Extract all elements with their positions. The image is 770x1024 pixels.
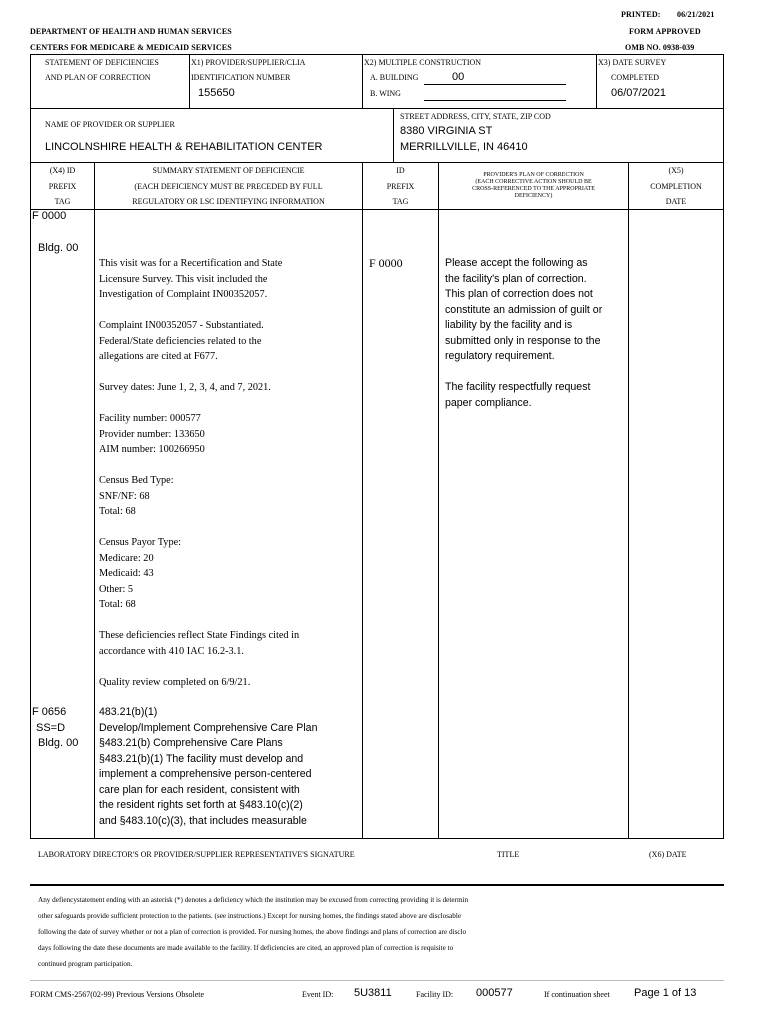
summary2-line: care plan for each resident, consistent with: [99, 783, 300, 796]
summary-blank: [99, 303, 299, 319]
frame-right: [723, 54, 724, 838]
summary-line: Other: 5: [99, 583, 134, 595]
tag-f0656-bldg: Bldg. 00: [38, 737, 79, 749]
summary2-line: the resident rights set forth at §483.10(c)(2): [99, 799, 303, 811]
tag-bldg: Bldg. 00: [38, 242, 79, 254]
summary-line: Federal/State deficiencies related to the: [99, 335, 262, 347]
building-underline: [424, 84, 566, 85]
summary-blank: [99, 365, 299, 381]
disclaimer-line: continued program participation.: [38, 960, 133, 968]
divider-x3: [596, 54, 597, 108]
printed-label: PRINTED:: [621, 10, 661, 19]
printed-date: 06/21/2021: [677, 10, 715, 19]
summary-line: Complaint IN00352057 - Substantiated.: [99, 320, 264, 331]
address-line-1: 8380 VIRGINIA ST: [400, 125, 493, 137]
plan-line: constitute an admission of guilt or: [445, 303, 603, 316]
provider-id-number: 155650: [198, 87, 235, 99]
x2-label: X2) MULTIPLE CONSTRUCTION: [364, 58, 482, 67]
rule-after-provider: [30, 162, 724, 163]
divider-address: [393, 108, 394, 162]
summary-line: Medicaid: 43: [99, 568, 154, 579]
title-label: TITLE: [497, 850, 520, 859]
summary-blank: [99, 458, 299, 474]
wing-label: B. WING: [370, 89, 401, 98]
tag-f0000: F 0000: [32, 210, 67, 222]
disclaimer-line: Any defiencystatement ending with an asterisk (*) denotes a deficiency which the institution may be excused from correcting providing it is determin: [38, 896, 469, 904]
disclaimer-line: other safeguards provide sufficient protection to the patients. (see instructions.) Except for nursing homes, the findings stated above are disclosable: [38, 912, 462, 920]
x4-head-3: TAG: [54, 197, 71, 206]
plan-line: regulatory requirement.: [445, 350, 555, 362]
plan-line: Please accept the following as: [445, 257, 588, 269]
rule-table-bottom: [30, 838, 724, 839]
event-id-label: Event ID:: [302, 990, 334, 999]
department-title: DEPARTMENT OF HEALTH AND HUMAN SERVICES: [30, 27, 232, 36]
provider-name-label: NAME OF PROVIDER OR SUPPLIER: [45, 120, 175, 129]
summary-head-3: REGULATORY OR LSC IDENTIFYING INFORMATION: [132, 197, 325, 206]
plan-line: the facility's plan of correction.: [445, 272, 587, 285]
disclaimer: [38, 892, 468, 972]
x3-label-1: X3) DATE SURVEY: [598, 58, 667, 67]
summary-line: AIM number: 100266950: [99, 444, 205, 455]
summary-blank: [99, 520, 299, 536]
summary-head-1: SUMMARY STATEMENT OF DEFICIENCIE: [152, 166, 305, 175]
x3-label-2: COMPLETED: [611, 73, 659, 82]
plan-head-2: (EACH CORRECTIVE ACTION SHOULD BE: [475, 179, 592, 185]
building-label: A. BUILDING: [370, 73, 419, 82]
x5-head-1: (X5): [668, 166, 684, 175]
summary-line: Total: 68: [99, 506, 136, 517]
rule-signature-bottom: [30, 884, 724, 886]
summary2-line: §483.21(b) Comprehensive Care Plans: [99, 737, 283, 749]
rule-after-id-block: [30, 108, 724, 109]
form-number: FORM CMS-2567(02-99) Previous Versions Obsolete: [30, 990, 205, 999]
plan-line: submitted only in response to the: [445, 334, 601, 347]
summary-line: Quality review completed on 6/9/21.: [99, 676, 251, 688]
divider-x1: [189, 54, 190, 108]
plan-head-3: CROSS-REFERENCED TO THE APPROPRIATE: [472, 186, 595, 192]
summary2-line: §483.21(b)(1) The facility must develop and: [99, 752, 304, 765]
summary-line: Provider number: 133650: [99, 428, 205, 440]
disclaimer-line: following the date of survey whether or not a plan of correction is provided. For nursing homes, the above findings and plans of correction are disclo: [38, 928, 467, 936]
summary-blank: [99, 613, 299, 629]
summary-line: Census Bed Type:: [99, 475, 174, 486]
building-value: 00: [452, 71, 465, 83]
plan-blank: [445, 365, 602, 381]
summary2-line: 483.21(b)(1): [99, 706, 158, 718]
disclaimer-line: days following the date these documents are made available to the facility. If deficiencies are cited, an approved plan of correction is requisite to: [38, 944, 454, 952]
centers-title: CENTERS FOR MEDICARE & MEDICAID SERVICES: [30, 43, 232, 52]
facility-id-value: 000577: [476, 987, 513, 999]
wing-underline: [424, 100, 566, 101]
summary-line: allegations are cited at F677.: [99, 351, 218, 362]
page-number: Page 1 of 13: [634, 987, 697, 999]
col-divider-4: [628, 162, 629, 838]
signature-label: LABORATORY DIRECTOR'S OR PROVIDER/SUPPLIER REPRESENTATIVE'S SIGNATURE: [38, 850, 355, 859]
id-head-3: TAG: [392, 197, 409, 206]
summary-f0000: [99, 256, 299, 690]
plan-line: liability by the facility and is: [445, 319, 573, 331]
statement-label-2: AND PLAN OF CORRECTION: [45, 73, 151, 82]
facility-id-label: Facility ID:: [416, 990, 454, 999]
summary2-line: Develop/Implement Comprehensive Care Plan: [99, 721, 318, 734]
summary-line: SNF/NF: 68: [99, 490, 150, 502]
x4-head-2: PREFIX: [48, 182, 77, 191]
footer-rule: [30, 980, 724, 981]
omb-number: OMB NO. 0938-039: [625, 43, 695, 52]
summary-line: Census Payor Type:: [99, 537, 182, 548]
summary-blank: [99, 659, 299, 675]
x1-label-2: IDENTIFICATION NUMBER: [191, 73, 291, 82]
id-head-1: ID: [396, 166, 405, 175]
plan-line: paper compliance.: [445, 396, 532, 409]
summary-line: Survey dates: June 1, 2, 3, 4, and 7, 2021.: [99, 382, 271, 393]
event-id-value: 5U3811: [354, 987, 392, 999]
summary2-line: implement a comprehensive person-centered: [99, 768, 312, 780]
plan-head-1: PROVIDER'S PLAN OF CORRECTION: [483, 172, 584, 178]
summary-line: Medicare: 20: [99, 552, 154, 564]
summary-line: This visit was for a Recertification and State: [99, 258, 283, 269]
survey-completed-date: 06/07/2021: [611, 87, 667, 99]
x1-label-1: X1) PROVIDER/SUPPLIER/CLIA: [191, 58, 306, 67]
plan-head-4: DEFICIENCY): [514, 193, 553, 199]
col-divider-3: [438, 162, 439, 838]
col-divider-1: [94, 162, 95, 838]
summary2-line: and §483.10(c)(3), that includes measurable: [99, 814, 307, 827]
x5-head-3: DATE: [665, 197, 687, 206]
plan-line: This plan of correction does not: [445, 288, 593, 300]
address-label: STREET ADDRESS, CITY, STATE, ZIP COD: [400, 112, 551, 121]
frame-top: [30, 54, 724, 55]
tag-f0656: [32, 705, 78, 752]
plan-line: The facility respectfully request: [445, 381, 591, 393]
x4-head-1: (X4) ID: [49, 166, 76, 175]
id-tag-f0000: F 0000: [369, 256, 403, 270]
summary-line: Facility number: 000577: [99, 413, 201, 424]
x6-date-label: (X6) DATE: [649, 850, 687, 859]
statement-label-1: STATEMENT OF DEFICIENCIES: [45, 58, 159, 67]
rule-after-column-heads: [30, 209, 724, 210]
id-head-2: PREFIX: [386, 182, 415, 191]
summary-f0656: [99, 705, 317, 829]
summary-blank: [99, 396, 299, 412]
provider-name: LINCOLNSHIRE HEALTH & REHABILITATION CENTER: [45, 141, 323, 153]
x5-head-2: COMPLETION: [650, 182, 702, 191]
summary-line: Investigation of Complaint IN00352057.: [99, 289, 268, 300]
tag-f0656-scope: SS=D: [36, 721, 66, 734]
continuation-label: If continuation sheet: [544, 990, 610, 999]
plan-of-correction: [445, 256, 602, 411]
summary-line: Total: 68: [99, 599, 136, 610]
form-approved: FORM APPROVED: [629, 27, 701, 36]
tag-f0656-code: F 0656: [32, 706, 67, 718]
col-divider-2: [362, 162, 363, 838]
summary-line: accordance with 410 IAC 16.2-3.1.: [99, 645, 244, 657]
summary-head-2: (EACH DEFICIENCY MUST BE PRECEDED BY FULL: [134, 182, 323, 191]
summary-line: Licensure Survey. This visit included the: [99, 273, 268, 285]
address-line-2: MERRILLVILLE, IN 46410: [400, 141, 528, 153]
summary-line: These deficiencies reflect State Findings cited in: [99, 630, 300, 641]
divider-x2: [362, 54, 363, 108]
